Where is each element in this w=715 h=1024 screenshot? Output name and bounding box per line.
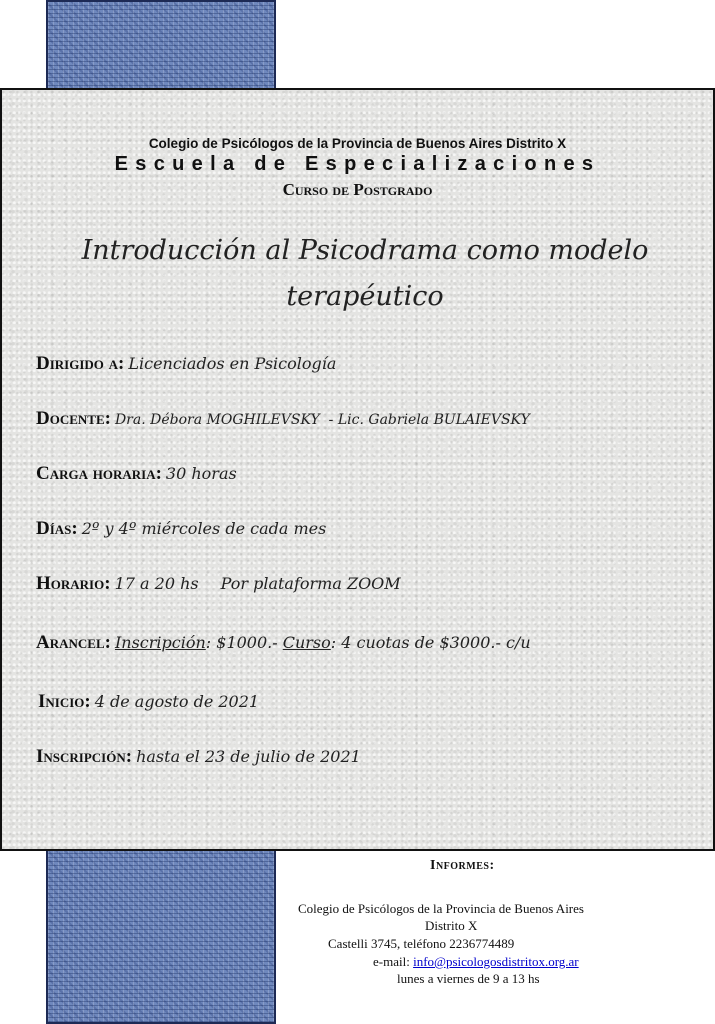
arancel-curso-value: : 4 cuotas de $3000.- c/u <box>330 633 531 652</box>
detail-dirigido <box>36 353 706 375</box>
course-title-line2: terapéutico <box>286 281 444 312</box>
detail-carga-horaria <box>36 463 706 485</box>
carga-value: 30 horas <box>165 464 237 483</box>
institution-name: Colegio de Psicólogos de la Provincia de Buenos Aires Distrito X <box>148 136 567 151</box>
detail-inscripcion <box>36 746 706 768</box>
inicio-label: Inicio: <box>38 691 91 712</box>
detail-dias <box>36 518 706 540</box>
inicio-value: 4 de agosto de 2021 <box>94 692 260 711</box>
inscripcion-label: Inscripción: <box>36 746 133 767</box>
horario-platform: Por plataforma ZOOM <box>220 574 401 593</box>
course-title <box>40 228 690 320</box>
arancel-inscripcion-value: : $1000.- <box>205 633 283 652</box>
detail-inicio <box>38 691 708 713</box>
arancel-inscripcion-label: Inscripción <box>114 633 206 652</box>
dias-value: 2º y 4º miércoles de cada mes <box>81 519 327 538</box>
decorative-blue-panel-bottom <box>46 848 276 1024</box>
docente-value: Dra. Débora MOGHILEVSKY - Lic. Gabriela BULAIEVSKY <box>114 412 530 428</box>
carga-label: Carga horaria: <box>36 463 162 484</box>
informes-district: Distrito X <box>425 918 478 933</box>
detail-arancel <box>36 632 706 654</box>
informes-email-line <box>373 954 579 970</box>
dirigido-label: Dirigido a: <box>36 353 125 374</box>
course-type: Curso de Postgrado <box>282 180 433 199</box>
arancel-curso-label: Curso <box>282 633 331 652</box>
dirigido-value: Licenciados en Psicología <box>128 354 337 373</box>
horario-label: Horario: <box>36 573 111 594</box>
school-name: Escuela de Especializaciones <box>114 153 601 175</box>
detail-docente <box>36 408 706 430</box>
email-label: e-mail: <box>373 954 414 969</box>
decorative-blue-panel-top <box>46 0 276 92</box>
informes-title: Informes: <box>430 858 495 873</box>
email-link[interactable]: info@psicologosdistritox.org.ar <box>413 954 579 969</box>
docente-label: Docente: <box>36 408 111 429</box>
detail-horario <box>36 573 706 595</box>
informes-address: Castelli 3745, teléfono 2236774489 <box>328 936 515 951</box>
horario-value: 17 a 20 hs <box>114 574 199 593</box>
dias-label: Días: <box>36 518 78 539</box>
inscripcion-value: hasta el 23 de julio de 2021 <box>136 747 361 766</box>
arancel-label: Arancel: <box>36 632 111 653</box>
informes-hours: lunes a viernes de 9 a 13 hs <box>397 971 540 986</box>
course-title-line1: Introducción al Psicodrama como modelo <box>81 235 649 266</box>
informes-institution: Colegio de Psicólogos de la Provincia de Buenos Aires <box>298 901 584 916</box>
